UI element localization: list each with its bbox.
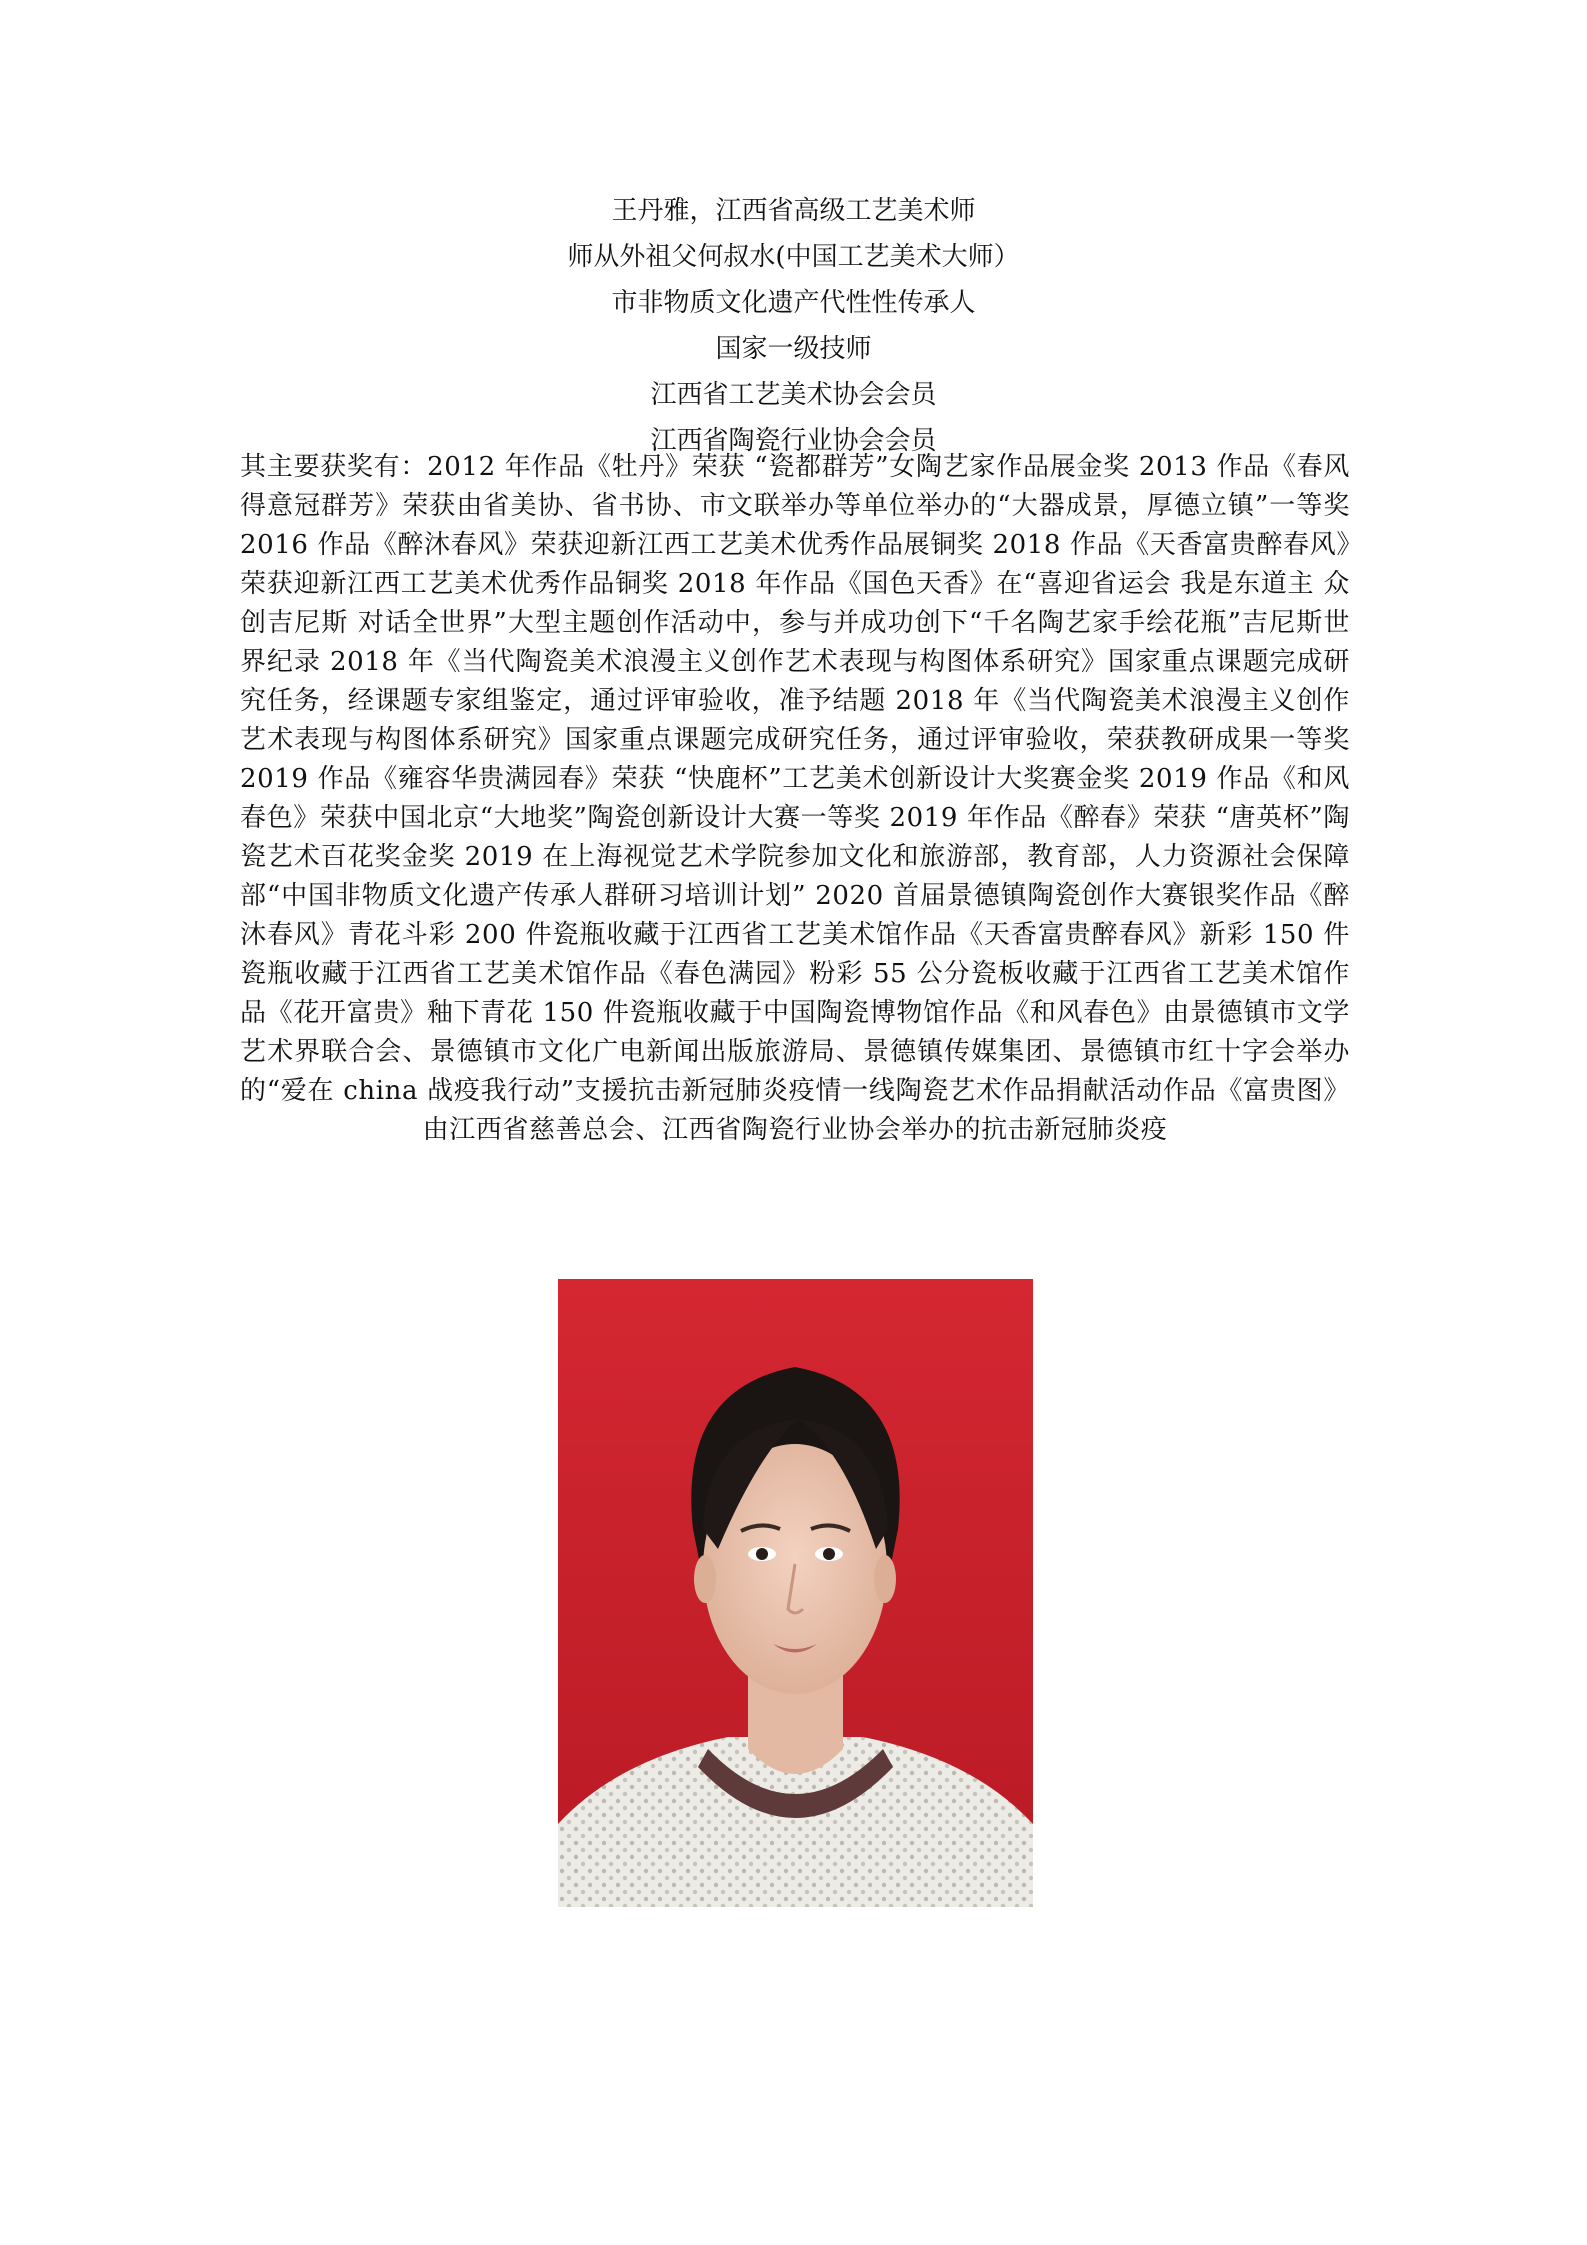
header-line-technician: 国家一级技师 [715,334,872,364]
profile-header [0,188,1587,464]
header-line-arts-association: 江西省工艺美术协会会员 [650,380,937,410]
header-line-mentor: 师从外祖父何叔水(中国工艺美术大师） [567,242,1020,272]
header-line-ceramics-association: 江西省陶瓷行业协会会员 [650,426,937,456]
awards-paragraph: 其主要获奖有：2012 年作品《牡丹》荣获 “瓷都群芳”女陶艺家作品展金奖 2013 作品《春风得意冠群芳》荣获由省美协、省书协、市文联举办等单位举办的“大器成景，厚德立镇”一等奖 2016 作品《醉沐春风》荣获迎新江西工艺美术优秀作品展铜奖 2018 作品《天香富贵醉春风》荣获迎新江西工艺美术优秀作品铜奖 2018 年作品《国色天香》在“喜迎省运会 我是东道主 众创吉尼斯 对话全世界”大型主题创作活动中，参与并成功创下“千名陶艺家手绘花瓶”吉尼斯世界纪录 2018 年《当代陶瓷美术浪漫主义创作艺术表现与构图体系研究》国家重点课题完成研究任务，经课题专家组鉴定，通过评审验收，准予结题 2018 年《当代陶瓷美术浪漫主义创作艺术表现与构图体系研究》国家重点课题完成研究任务，通过评审验收，荣获教研成果一等奖 2019 作品《雍容华贵满园春》荣获 “快鹿杯”工艺美术创新设计大奖赛金奖 2019 作品《和风春色》荣获中国北京“大地奖”陶瓷创新设计大赛一等奖 2019 年作品《醉春》荣获 “唐英杯”陶瓷艺术百花奖金奖 2019 在上海视觉艺术学院参加文化和旅游部，教育部，人力资源社会保障部“中国非物质文化遗产传承人群研习培训计划” 2020 首届景德镇陶瓷创作大赛银奖作品《醉沐春风》青花斗彩 200 件瓷瓶收藏于江西省工艺美术馆作品《天香富贵醉春风》新彩 150 件瓷瓶收藏于江西省工艺美术馆作品《春色满园》粉彩 55 公分瓷板收藏于江西省工艺美术馆作品《花开富贵》釉下青花 150 件瓷瓶收藏于中国陶瓷博物馆作品《和风春色》由景德镇市文学艺术界联合会、景德镇市文化广电新闻出版旅游局、景德镇传媒集团、景德镇市红十字会举办的“爱在 china 战疫我行动”支援抗击新冠肺炎疫情一线陶瓷艺术作品捐献活动作品《富贵图》由江西省慈善总会、江西省陶瓷行业协会举办的抗击新冠肺炎疫 [240,452,1350,1145]
portrait-photo [558,1279,1033,1907]
header-line-heritage: 市非物质文化遗产代性性传承人 [611,288,976,318]
portrait-illustration [558,1279,1033,1907]
header-line-name-title: 王丹雅，江西省高级工艺美术师 [611,196,976,226]
